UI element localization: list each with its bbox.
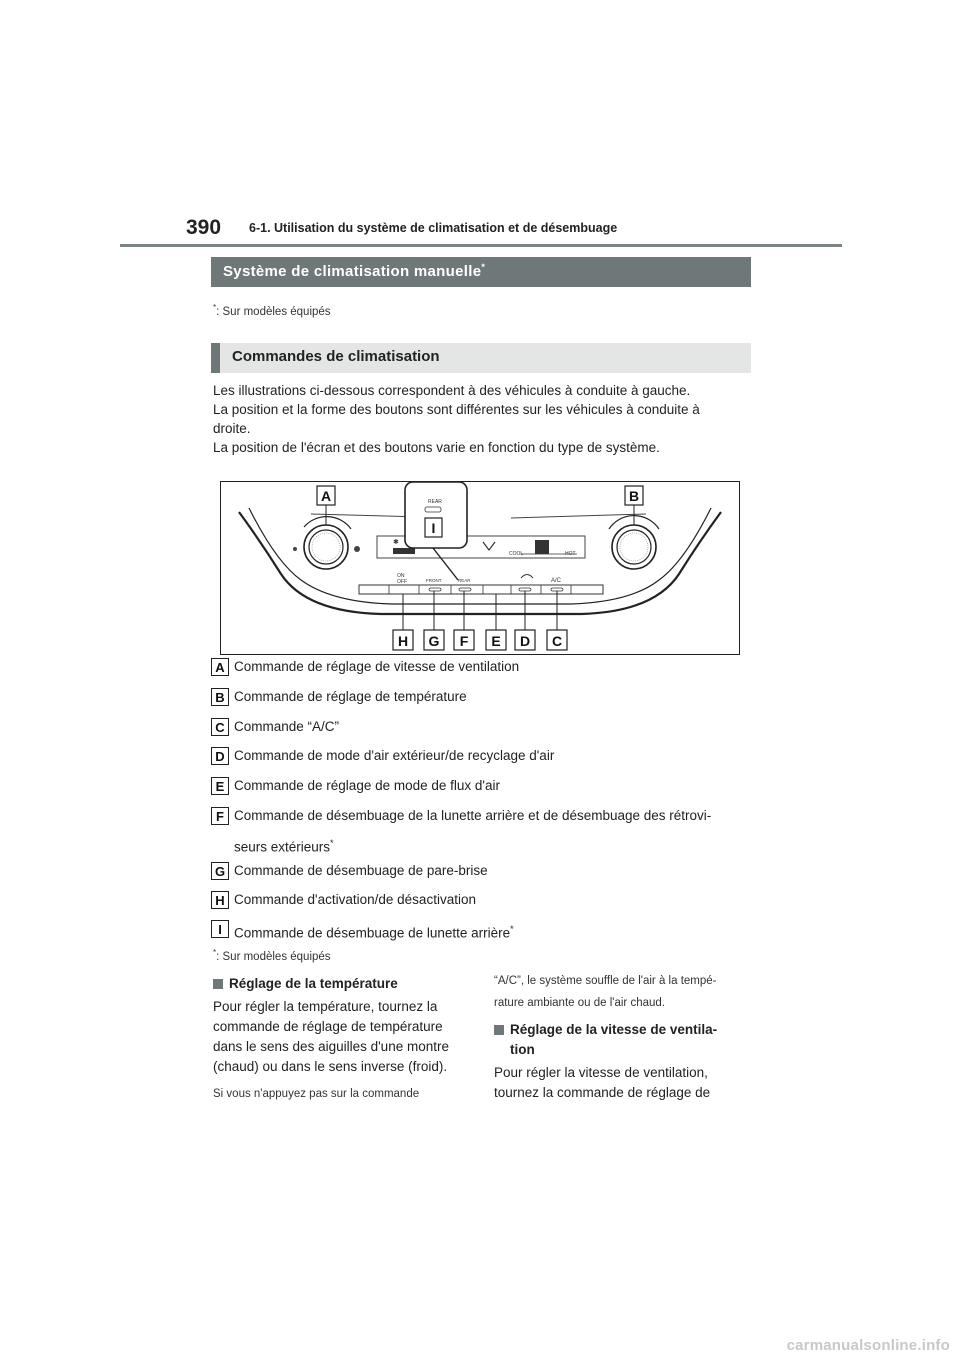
intro-paragraph (213, 381, 753, 457)
footnote-top (213, 303, 331, 318)
title-footnote-mark: * (481, 262, 486, 272)
legend-text (234, 804, 754, 860)
page-number: 390 (186, 216, 222, 239)
callout-C: C (551, 633, 563, 649)
footnote-bottom-mark: * (213, 948, 217, 957)
heading-line: tion (510, 1042, 535, 1057)
heading-line: Réglage de la vitesse de ventila- (510, 1022, 718, 1037)
ac-label: A/C (551, 578, 562, 584)
callout-B: B (628, 488, 640, 504)
legend-text: Commande de désembuage de pare-brise (234, 863, 488, 878)
intro-line: droite. (213, 421, 251, 436)
callout-F: F (459, 633, 469, 649)
intro-line: La position de l'écran et des boutons varie en fonction du type de système. (213, 440, 660, 455)
intro-line: La position et la forme des boutons sont différentes sur les véhicules à conduite à (213, 402, 700, 417)
legend-letter: G (211, 862, 229, 880)
legend-text: Commande de réglage de vitesse de ventilation (234, 659, 520, 674)
legend-footnote-mark: * (510, 924, 514, 934)
legend-text: Commande de réglage de température (234, 689, 467, 704)
fan-high-icon (354, 546, 360, 552)
temperature-body (213, 997, 465, 1077)
watermark: carmanualsonline.info (786, 1337, 950, 1354)
left-column (213, 974, 465, 1105)
front-label: FRONT (426, 578, 442, 583)
body-line: dans le sens des aiguilles d'une montre (213, 1039, 449, 1054)
note-line: “A/C”, le système souffle de l'air à la tempé- (494, 975, 717, 987)
callout-I: I (431, 520, 436, 536)
footnote-top-text: : Sur modèles équipés (216, 305, 331, 318)
body-line: commande de réglage de température (213, 1019, 443, 1034)
legend-text-main: Commande de désembuage de lunette arrière (234, 925, 511, 941)
fan-low-icon (293, 547, 297, 551)
footnote-bottom-text: : Sur modèles équipés (216, 950, 331, 963)
body-line: tournez la commande de réglage de (494, 1085, 711, 1100)
legend-letter: I (211, 920, 229, 938)
fan-speed-body (494, 1063, 750, 1103)
callout-H: H (397, 633, 409, 649)
legend-text-line (234, 831, 754, 860)
body-line: Pour régler la température, tournez la (213, 999, 438, 1014)
callout-D: D (519, 633, 531, 649)
legend-text: Commande “A/C” (234, 719, 340, 734)
legend-text: Commande de réglage de mode de flux d'air (234, 778, 500, 793)
on-label: ON (397, 573, 405, 579)
legend-text-line: Commande de désembuage de la lunette arrière et de désembuage des rétrovi- (234, 808, 712, 823)
callout-E: E (491, 633, 501, 649)
legend-letter: F (211, 807, 229, 825)
intro-line: Les illustrations ci-dessous correspondent à des véhicules à conduite à gauche. (213, 383, 691, 398)
climate-panel-illustration (220, 481, 740, 655)
footnote-top-mark: * (213, 303, 217, 312)
recirculation-icon (521, 575, 533, 579)
note-line: rature ambiante ou de l'air chaud. (494, 997, 665, 1009)
body-line: Pour régler la vitesse de ventilation, (494, 1065, 708, 1080)
callout-A: A (320, 488, 332, 504)
legend-letter: D (211, 747, 229, 765)
header-divider (120, 244, 842, 247)
legend-letter: H (211, 891, 229, 909)
legend-text: Commande de mode d'air extérieur/de recyclage d'air (234, 748, 555, 763)
callout-G: G (428, 633, 440, 649)
page-title-text: Système de climatisation manuelle (223, 263, 482, 280)
fan-speed-heading (494, 1020, 750, 1060)
rear-label: REAR (458, 578, 471, 583)
section-header: 6-1. Utilisation du système de climatisation et de désembuage (249, 221, 618, 235)
ac-note (494, 970, 750, 1014)
legend-letter: C (211, 718, 229, 736)
display-cool-label: COOL (509, 551, 524, 557)
svg-text:✱: ✱ (393, 539, 399, 546)
off-label: OFF (397, 579, 407, 585)
right-column (494, 974, 750, 1103)
temperature-note: Si vous n'appuyez pas sur la commande (213, 1088, 420, 1100)
body-line: (chaud) ou dans le sens inverse (froid). (213, 1059, 448, 1074)
callout-rear-label: REAR (428, 499, 442, 505)
legend-text: Commande d'activation/de désactivation (234, 892, 476, 907)
legend-text-cont: seurs extérieurs (234, 839, 331, 855)
legend-text (234, 917, 754, 946)
page-title (211, 257, 751, 287)
display-hot-label: HOT (565, 551, 576, 557)
subheading: Commandes de climatisation (211, 343, 751, 373)
legend-letter: B (211, 688, 229, 706)
footnote-bottom (213, 948, 331, 963)
temperature-heading: Réglage de la température (213, 974, 465, 994)
legend-letter: A (211, 658, 229, 676)
legend-footnote-mark: * (330, 838, 334, 848)
legend-letter: E (211, 777, 229, 795)
